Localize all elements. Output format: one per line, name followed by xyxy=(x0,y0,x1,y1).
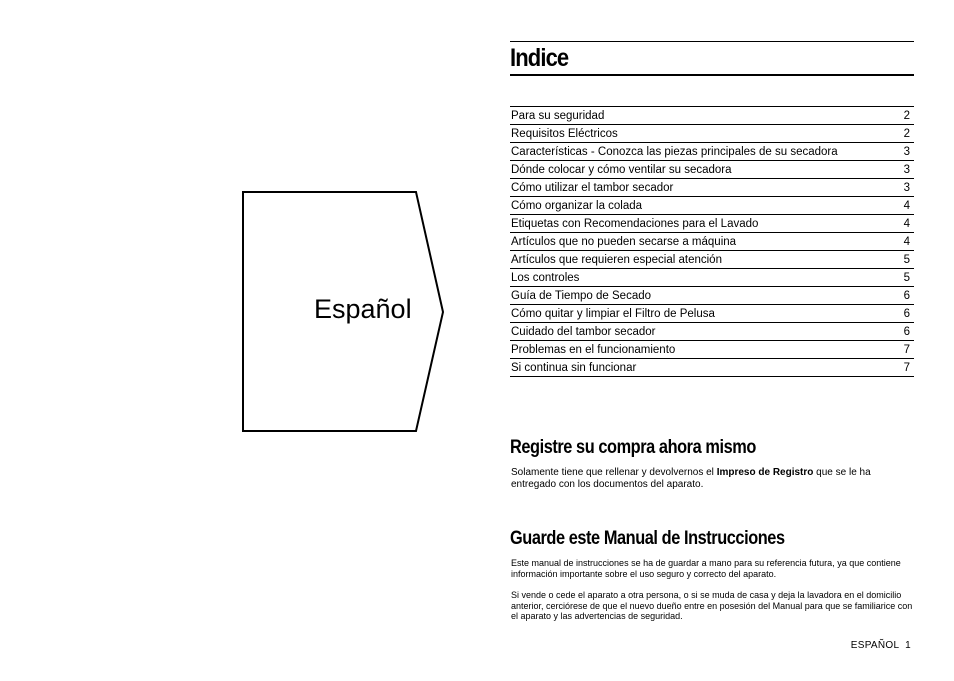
toc-entry-page: 2 xyxy=(903,127,910,140)
toc-entry-page: 5 xyxy=(903,271,910,284)
toc-entry-label: Cómo utilizar el tambor secador xyxy=(511,181,674,194)
toc-row xyxy=(510,233,914,251)
index-top-rule xyxy=(510,41,914,42)
index-bottom-rule xyxy=(510,74,914,76)
toc-row xyxy=(510,269,914,287)
toc-entry-label: Cuidado del tambor secador xyxy=(511,325,656,338)
toc-entry-label: Cómo organizar la colada xyxy=(511,199,643,212)
toc-entry-label: Problemas en el funcionamiento xyxy=(511,343,676,356)
toc-entry-page: 3 xyxy=(903,181,910,194)
toc-row xyxy=(510,341,914,359)
toc-row xyxy=(510,107,914,125)
register-form-name: Impreso de Registro xyxy=(716,467,814,478)
toc-entry-label: Características - Conozca las piezas principales de su secadora xyxy=(511,145,838,158)
toc-row xyxy=(510,143,914,161)
toc-entry-page: 6 xyxy=(903,325,910,338)
toc-entry-page: 4 xyxy=(903,235,910,248)
register-text-after: que se le ha entregado con los documentos del aparato. xyxy=(511,467,871,490)
toc-entry-label: Guía de Tiempo de Secado xyxy=(511,289,652,302)
toc-row xyxy=(510,197,914,215)
register-text-before: Solamente tiene que rellenar y devolvernos el xyxy=(511,467,717,478)
index-header xyxy=(510,41,914,76)
toc-entry-page: 3 xyxy=(903,163,910,176)
keep-manual-paragraph-2: Si vende o cede el aparato a otra persona, o si se muda de casa y deja la lavadora en el domicilio anterior, cerciórese de que el nuevo dueño entre en posesión del Manual para que se familiarice con el aparato y las advertencias de seguridad. xyxy=(511,590,913,621)
toc-entry-page: 6 xyxy=(903,307,910,320)
toc-row xyxy=(510,287,914,305)
toc-entry-page: 4 xyxy=(903,217,910,230)
toc-row xyxy=(510,125,914,143)
register-section xyxy=(510,437,914,491)
register-text xyxy=(511,467,914,491)
toc-row xyxy=(510,251,914,269)
index-title: Indice xyxy=(510,44,569,72)
toc-entry-page: 3 xyxy=(903,145,910,158)
toc-entry-label: Artículos que no pueden secarse a máquina xyxy=(511,235,737,248)
toc-entry-page: 5 xyxy=(903,253,910,266)
toc-entry-label: Para su seguridad xyxy=(511,109,605,122)
keep-manual-heading: Guarde este Manual de Instrucciones xyxy=(510,528,785,549)
keep-manual-paragraph-1: Este manual de instrucciones se ha de guardar a mano para su referencia futura, ya que contiene información importante sobre el uso seguro y correcto del aparato. xyxy=(511,558,901,579)
toc-entry-label: Requisitos Eléctricos xyxy=(511,127,618,140)
table-of-contents xyxy=(510,106,914,377)
toc-row xyxy=(510,215,914,233)
toc-row xyxy=(510,323,914,341)
register-heading: Registre su compra ahora mismo xyxy=(510,437,756,458)
toc-entry-page: 6 xyxy=(903,289,910,302)
toc-entry-label: Etiquetas con Recomendaciones para el Lavado xyxy=(511,217,759,230)
toc-entry-label: Cómo quitar y limpiar el Filtro de Pelusa xyxy=(511,307,715,320)
toc-entry-page: 4 xyxy=(903,199,910,212)
toc-entry-label: Los controles xyxy=(511,271,580,284)
toc-entry-label: Artículos que requieren especial atención xyxy=(511,253,722,266)
toc-entry-page: 7 xyxy=(903,361,910,374)
toc-row xyxy=(510,305,914,323)
toc-entry-label: Dónde colocar y cómo ventilar su secadora xyxy=(511,163,732,176)
toc-row xyxy=(510,359,914,377)
toc-row xyxy=(510,161,914,179)
toc-row xyxy=(510,179,914,197)
keep-manual-section xyxy=(510,528,914,622)
language-tab xyxy=(242,191,445,433)
toc-entry-page: 2 xyxy=(903,109,910,122)
toc-entry-page: 7 xyxy=(903,343,910,356)
language-label: Español xyxy=(314,294,412,324)
toc-entry-label: Si continua sin funcionar xyxy=(511,361,637,374)
page-footer: ESPAÑOL 1 xyxy=(850,640,911,651)
